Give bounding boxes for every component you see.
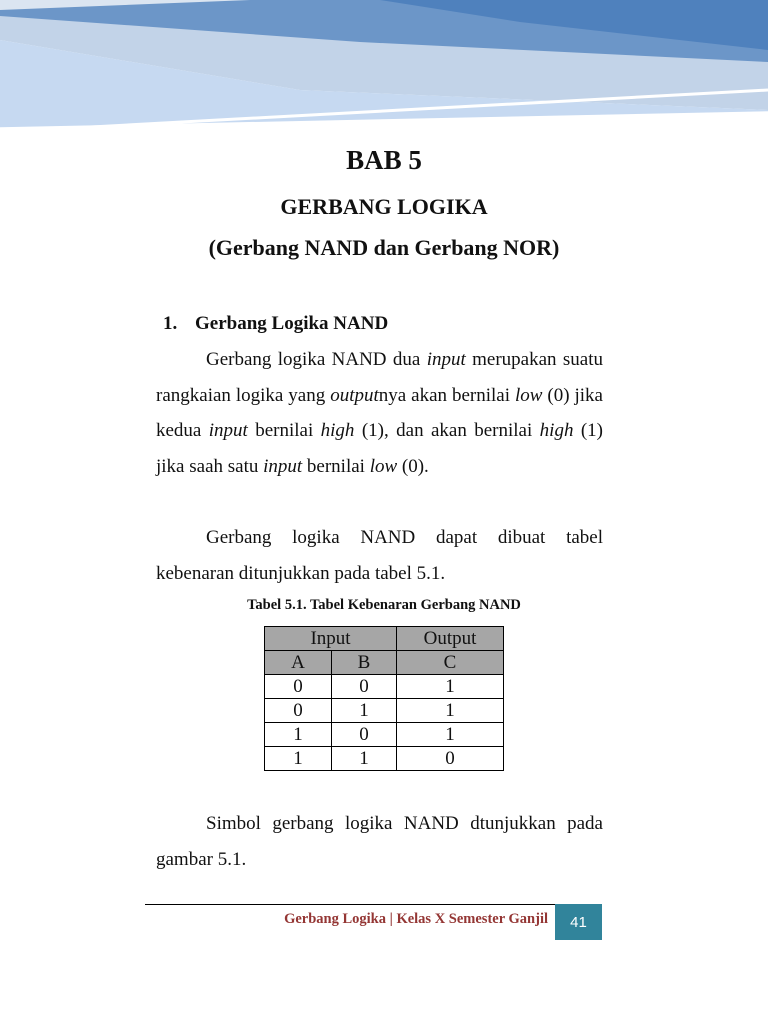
table-cell: 0 — [332, 723, 397, 747]
section-title: Gerbang Logika NAND — [195, 313, 389, 334]
table-row — [265, 699, 504, 723]
table-cell: 1 — [265, 747, 332, 771]
table-cell: 0 — [332, 675, 397, 699]
paragraph-symbol-intro: Simbol gerbang logika NAND dtunjukkan pada gambar 5.1. — [156, 813, 603, 870]
truth-table — [264, 626, 504, 771]
section-heading — [163, 313, 388, 335]
chapter-subtitle: (Gerbang NAND dan Gerbang NOR) — [208, 235, 560, 260]
table-row — [265, 723, 504, 747]
footer-text: Gerbang Logika | Kelas X Semester Ganjil — [284, 911, 548, 927]
page-number: 41 — [570, 913, 587, 931]
column-header-b: B — [332, 651, 397, 675]
table-row — [265, 747, 504, 771]
table-group-header-row — [265, 627, 504, 651]
table-cell: 0 — [265, 675, 332, 699]
chapter-number: BAB 5 — [346, 145, 422, 175]
input-group-header: Input — [265, 627, 397, 651]
table-cell: 0 — [397, 747, 504, 771]
table-cell: 1 — [397, 699, 504, 723]
table-cell: 1 — [397, 723, 504, 747]
table-row — [265, 675, 504, 699]
table-cell: 1 — [332, 747, 397, 771]
table-cell: 1 — [332, 699, 397, 723]
column-header-a: A — [265, 651, 332, 675]
column-header-c: C — [397, 651, 504, 675]
table-cell: 1 — [265, 723, 332, 747]
table-cell: 1 — [397, 675, 504, 699]
output-group-header: Output — [397, 627, 504, 651]
table-column-header-row — [265, 651, 504, 675]
table-caption: Tabel 5.1. Tabel Kebenaran Gerbang NAND — [247, 597, 521, 613]
section-number: 1. — [163, 313, 178, 334]
table-cell: 0 — [265, 699, 332, 723]
paragraph-nand-definition: Gerbang logika NAND dua input merupakan suatu rangkaian logika yang outputnya akan bernilai low (0) jika kedua input bernilai high (1), dan akan bernilai high (1) jika saah satu input bernilai low (0). — [156, 349, 604, 477]
page-number-box — [555, 904, 602, 940]
chapter-title: GERBANG LOGIKA — [280, 194, 488, 219]
header-decoration — [0, 0, 768, 140]
paragraph-truth-table-intro: Gerbang logika NAND dapat dibuat tabel kebenaran ditunjukkan pada tabel 5.1. — [156, 527, 603, 584]
footer-rule — [145, 904, 555, 905]
